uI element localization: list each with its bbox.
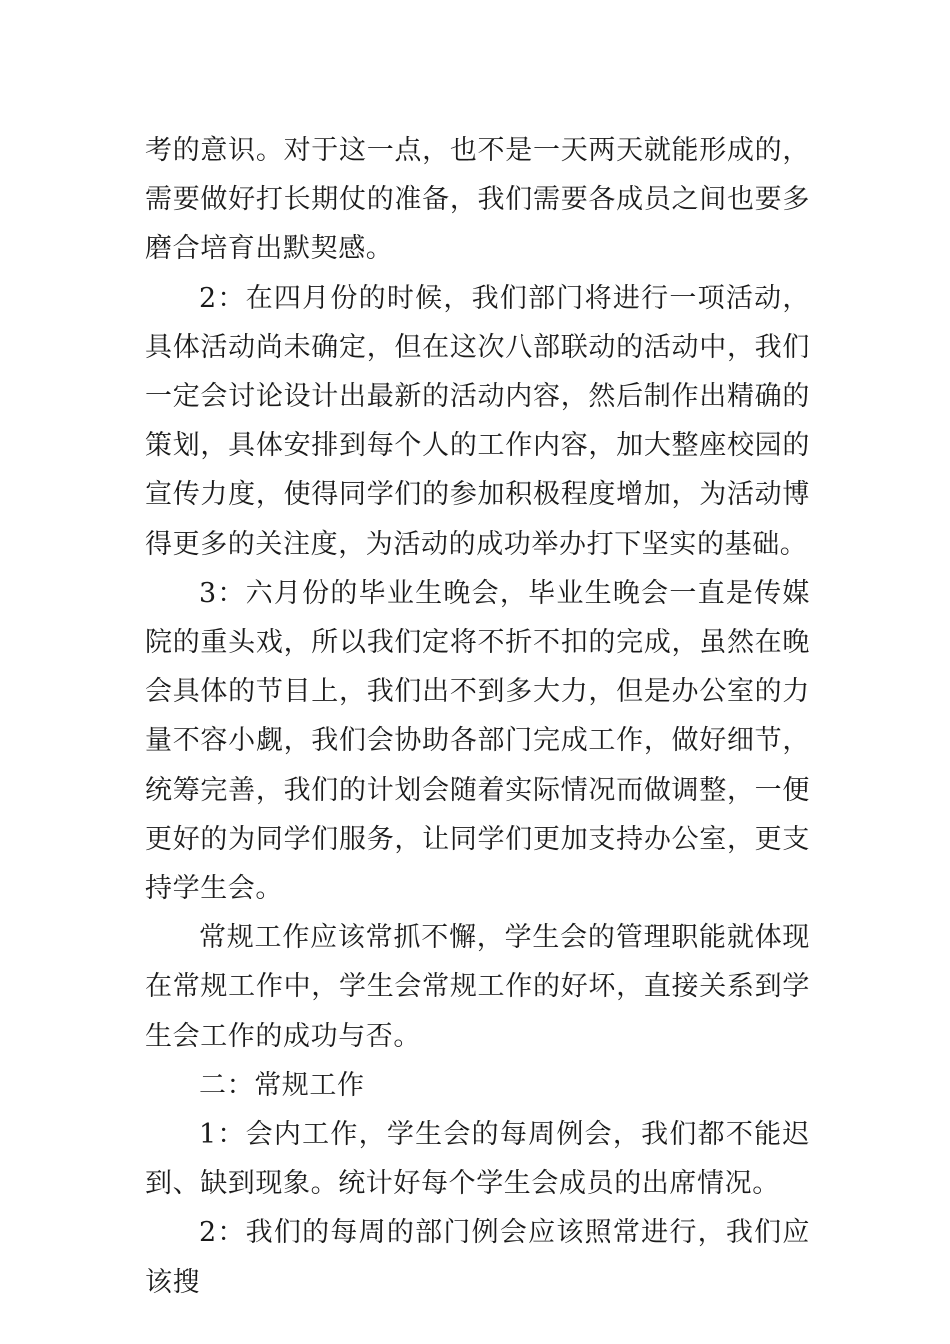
paragraph-continuation: 考的意识。对于这一点，也不是一天两天就能形成的，需要做好打长期仗的准备，我们需要各成员之间也要多磨合培育出默契感。: [145, 135, 810, 265]
paragraph-routine-work-intro: 常规工作应该常抓不懈，学生会的管理职能就体现在常规工作中，学生会常规工作的好坏，直接关系到学生会工作的成功与否。: [145, 922, 810, 1052]
paragraph-item-3-graduation-gala: 3：六月份的毕业生晚会，毕业生晚会一直是传媒院的重头戏，所以我们定将不折不扣的完成，虽然在晚会具体的节目上，我们出不到多大力，但是办公室的力量不容小觑，我们会协助各部门完成工作，做好细节，统筹完善，我们的计划会随着实际情况而做调整，一便更好的为同学们服务，让同学们更加支持办公室，更支持学生会。: [145, 577, 810, 905]
section-heading-routine-work: 二：常规工作: [199, 1069, 365, 1101]
document-body: [145, 126, 810, 1307]
paragraph-item-2-april-activity: 2：在四月份的时候，我们部门将进行一项活动，具体活动尚未确定，但在这次八部联动的活动中，我们一定会讨论设计出最新的活动内容，然后制作出精确的策划，具体安排到每个人的工作内容，加大整座校园的宣传力度，使得同学们的参加积极程度增加，为活动博得更多的关注度，为活动的成功举办打下坚实的基础。: [145, 282, 810, 560]
paragraph-item-2-weekly-meeting: 2：我们的每周的部门例会应该照常进行，我们应该搜: [145, 1217, 810, 1298]
paragraph-item-1-internal-work: 1：会内工作，学生会的每周例会，我们都不能迟到、缺到现象。统计好每个学生会成员的出席情况。: [145, 1119, 810, 1200]
